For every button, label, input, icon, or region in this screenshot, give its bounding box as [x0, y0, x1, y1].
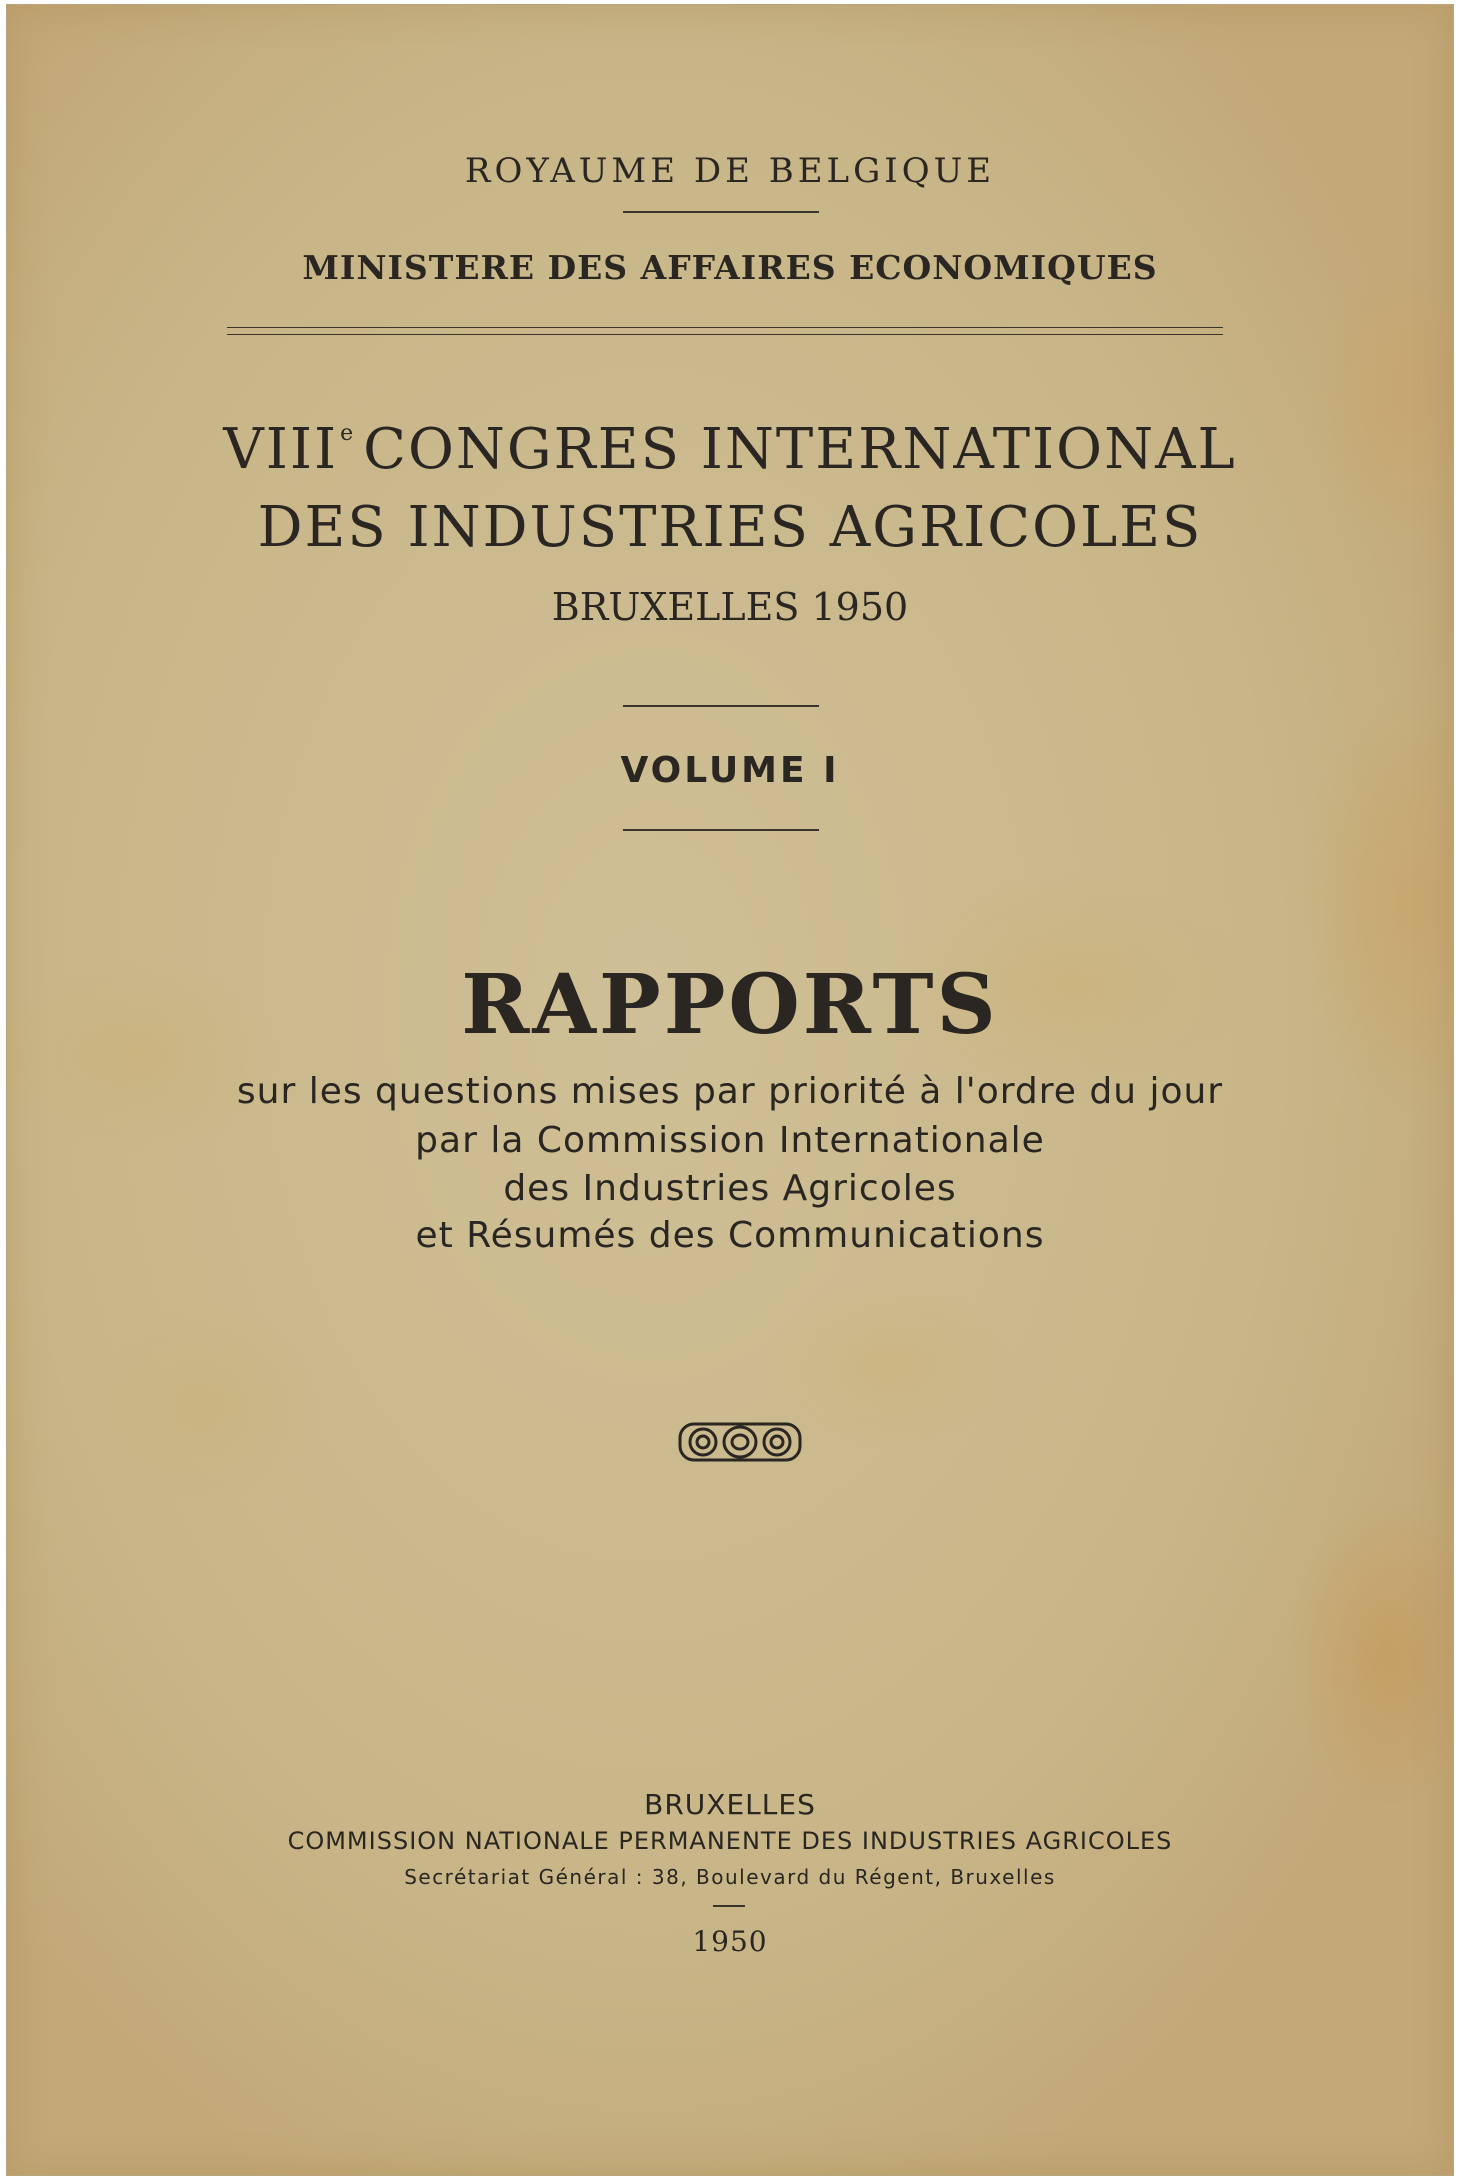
subtitle-line-2: par la Commission Internationale: [415, 1120, 1045, 1161]
short-divider-rule: [713, 1905, 745, 1907]
ministry-heading: MINISTERE DES AFFAIRES ECONOMIQUES: [302, 248, 1158, 287]
publisher-name: COMMISSION NATIONALE PERMANENTE DES INDUSTRIES AGRICOLES: [287, 1827, 1173, 1855]
publication-year: 1950: [692, 1925, 768, 1958]
subtitle-line-4: et Résumés des Communications: [415, 1215, 1045, 1256]
floral-ornament-icon: [677, 1418, 803, 1466]
publisher-city: BRUXELLES: [644, 1788, 816, 1821]
kingdom-heading: ROYAUME DE BELGIQUE: [464, 151, 996, 191]
congress-ordinal-suffix: e: [340, 421, 356, 446]
document-cover: [6, 4, 1454, 2176]
congress-ordinal: VIII: [223, 417, 339, 482]
volume-label: VOLUME I: [620, 750, 840, 791]
document-title: RAPPORTS: [461, 957, 999, 1053]
double-divider-rule: [227, 327, 1223, 335]
congress-title-line-2: DES INDUSTRIES AGRICOLES: [257, 495, 1203, 560]
divider-rule: [623, 705, 819, 707]
subtitle-line-3: des Industries Agricoles: [503, 1168, 957, 1209]
divider-rule: [623, 211, 819, 213]
congress-place-year: BRUXELLES 1950: [551, 585, 909, 629]
congress-title-line-1: [7, 417, 1453, 482]
subtitle-line-1: sur les questions mises par priorité à l'ordre du jour: [236, 1071, 1224, 1112]
publisher-address: Secrétariat Général : 38, Boulevard du Régent, Bruxelles: [404, 1865, 1056, 1889]
divider-rule: [623, 829, 819, 831]
congress-title-rest: CONGRES INTERNATIONAL: [363, 417, 1237, 482]
